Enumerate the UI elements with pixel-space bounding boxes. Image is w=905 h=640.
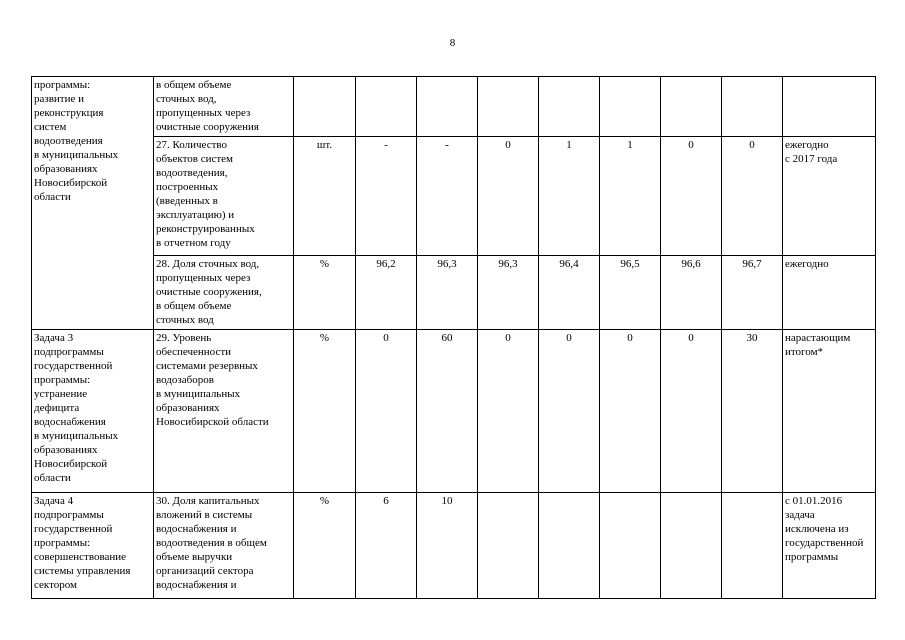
value-cell bbox=[600, 493, 661, 599]
value-cell: 0 bbox=[661, 330, 722, 493]
value-cell: 96,6 bbox=[661, 256, 722, 330]
value-cell bbox=[600, 77, 661, 137]
table-row bbox=[32, 137, 876, 256]
task-cell: Задача 4 подпрограммы государственной программы: совершенствование системы управления сектором bbox=[32, 493, 154, 599]
value-cell: - bbox=[417, 137, 478, 256]
table-row bbox=[32, 256, 876, 330]
note-cell: ежегодно bbox=[783, 256, 876, 330]
value-cell bbox=[478, 77, 539, 137]
unit-cell: шт. bbox=[294, 137, 356, 256]
value-cell bbox=[722, 493, 783, 599]
value-cell: 10 bbox=[417, 493, 478, 599]
unit-cell: % bbox=[294, 493, 356, 599]
value-cell: 96,5 bbox=[600, 256, 661, 330]
value-cell: 0 bbox=[600, 330, 661, 493]
unit-cell: % bbox=[294, 330, 356, 493]
value-cell: 30 bbox=[722, 330, 783, 493]
note-cell: ежегодно с 2017 года bbox=[783, 137, 876, 256]
value-cell: 0 bbox=[478, 330, 539, 493]
indicator-cell: 28. Доля сточных вод, пропущенных через очистные сооружения, в общем объеме сточных вод bbox=[154, 256, 294, 330]
value-cell bbox=[478, 493, 539, 599]
value-cell: 96,4 bbox=[539, 256, 600, 330]
indicators-table bbox=[31, 76, 876, 599]
note-cell bbox=[783, 77, 876, 137]
value-cell bbox=[661, 77, 722, 137]
value-cell bbox=[539, 77, 600, 137]
value-cell: 1 bbox=[600, 137, 661, 256]
unit-cell: % bbox=[294, 256, 356, 330]
value-cell bbox=[539, 493, 600, 599]
value-cell bbox=[661, 493, 722, 599]
value-cell: - bbox=[356, 137, 417, 256]
indicator-cell: 27. Количество объектов систем водоотведения, построенных (введенных в эксплуатацию) и реконструированных в отчетном году bbox=[154, 137, 294, 256]
value-cell: 1 bbox=[539, 137, 600, 256]
value-cell bbox=[356, 77, 417, 137]
indicator-cell: в общем объеме сточных вод, пропущенных через очистные сооружения bbox=[154, 77, 294, 137]
unit-cell bbox=[294, 77, 356, 137]
table-row bbox=[32, 493, 876, 599]
table-row bbox=[32, 330, 876, 493]
indicator-cell: 29. Уровень обеспеченности системами резервных водозаборов в муниципальных образованиях Новосибирской области bbox=[154, 330, 294, 493]
value-cell: 96,3 bbox=[478, 256, 539, 330]
value-cell: 6 bbox=[356, 493, 417, 599]
task-cell: Задача 3 подпрограммы государственной программы: устранение дефицита водоснабжения в муниципальных образованиях Новосибирской области bbox=[32, 330, 154, 493]
value-cell: 96,7 bbox=[722, 256, 783, 330]
task-cell: программы: развитие и реконструкция систем водоотведения в муниципальных образованиях Новосибирской области bbox=[32, 77, 154, 330]
value-cell: 0 bbox=[661, 137, 722, 256]
page-number: 8 bbox=[449, 37, 456, 49]
value-cell: 0 bbox=[722, 137, 783, 256]
value-cell: 0 bbox=[356, 330, 417, 493]
indicator-cell: 30. Доля капитальных вложений в системы водоснабжения и водоотведения в общем объеме выручки организаций сектора водоснабжения и bbox=[154, 493, 294, 599]
table-row bbox=[32, 77, 876, 137]
value-cell: 0 bbox=[478, 137, 539, 256]
value-cell: 60 bbox=[417, 330, 478, 493]
note-cell: с 01.01.2016 задача исключена из государственной программы bbox=[783, 493, 876, 599]
value-cell: 96,2 bbox=[356, 256, 417, 330]
value-cell bbox=[417, 77, 478, 137]
value-cell bbox=[722, 77, 783, 137]
value-cell: 0 bbox=[539, 330, 600, 493]
value-cell: 96,3 bbox=[417, 256, 478, 330]
note-cell: нарастающим итогом* bbox=[783, 330, 876, 493]
